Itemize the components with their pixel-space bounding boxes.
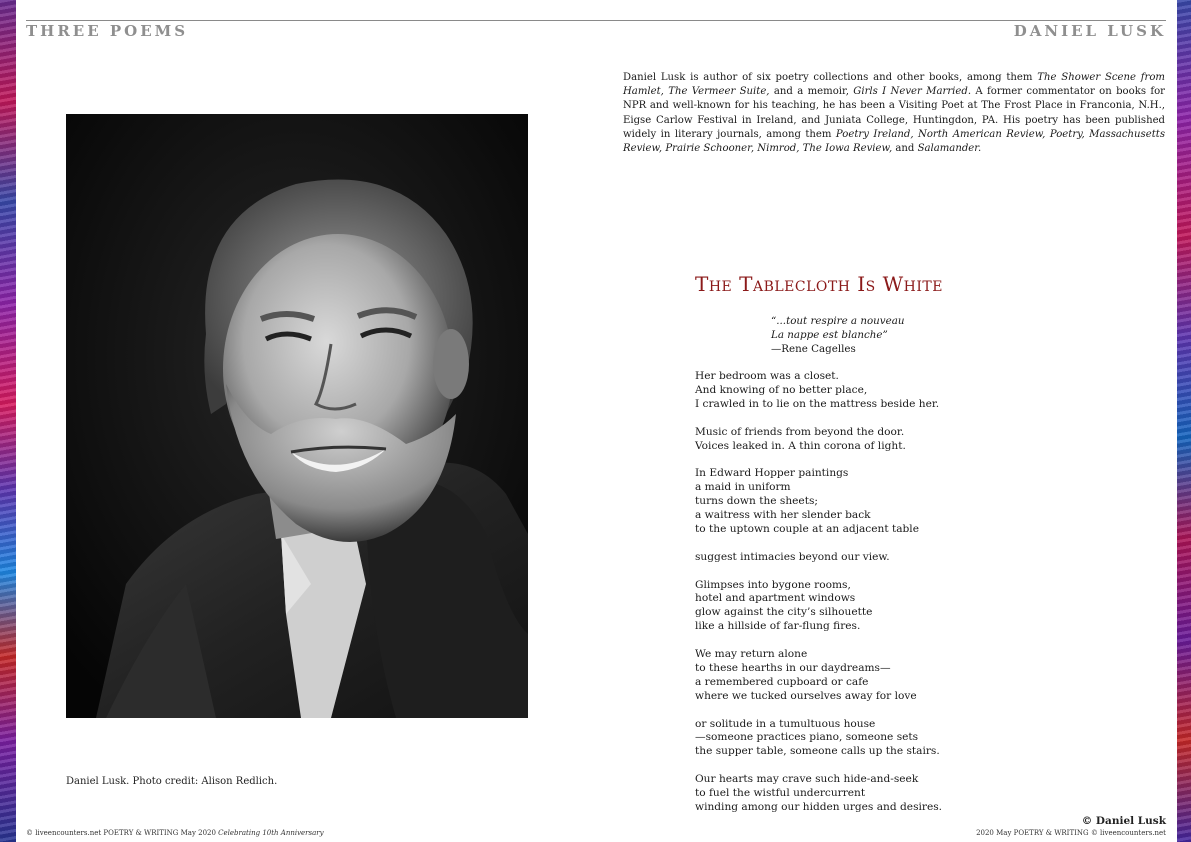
portrait-illustration (66, 114, 528, 718)
poem-line: suggest intimacies beyond our view. (695, 550, 890, 563)
poem-stanza (695, 648, 942, 704)
epigraph-attribution: —Rene Cagelles (771, 343, 856, 355)
bio-text: and a memoir, (769, 86, 854, 98)
poem-line: I crawled in to lie on the mattress beside her. (695, 397, 940, 410)
poem-stanza (695, 426, 942, 454)
poem-title: The Tablecloth Is White (695, 272, 943, 296)
poem-line: Her bedroom was a closet. (695, 370, 839, 382)
poem-line: where we tucked ourselves away for love (695, 689, 917, 702)
poem-line: Voices leaked in. A thin corona of light. (695, 439, 906, 452)
header-author-name: DANIEL LUSK (1013, 22, 1166, 40)
poem-stanza (695, 467, 942, 537)
author-bio (623, 71, 1165, 156)
author-portrait-photo (66, 114, 528, 718)
photo-caption: Daniel Lusk. Photo credit: Alison Redlich. (66, 776, 278, 787)
bio-memoir-title: Girls I Never Married. (853, 86, 972, 98)
footer-anniversary: Celebrating 10th Anniversary (218, 829, 324, 837)
poem-line: —someone practices piano, someone sets (695, 731, 919, 744)
poem-line: In Edward Hopper paintings (695, 467, 849, 480)
poem-line: We may return alone (695, 648, 808, 661)
poem-stanza (695, 718, 942, 760)
bio-book-titles: The Shower Scene from Hamlet, The Vermeer Suite, (623, 72, 1166, 98)
poem-line: Our hearts may crave such hide-and-seek (695, 773, 919, 786)
epigraph-line: “...tout respire a nouveau (771, 315, 905, 327)
poem-stanza (695, 579, 942, 635)
bio-text: A former commentator on books for NPR and well-known for his teaching, he has been a Visiting Poet at The Frost Place in Franconia, N.H., Eigse Carlow Festival in Ireland, and Juniata College, Huntingdon, PA. His poetry has been published widely in literary journals, among them (623, 86, 1165, 140)
poem-line: a remembered cupboard or cafe (695, 675, 869, 688)
poem-line: hotel and apartment windows (695, 592, 856, 605)
footer-left (26, 829, 324, 837)
poem-line: a maid in uniform (695, 481, 791, 494)
poem-line: to fuel the wistful undercurrent (695, 787, 866, 800)
decorative-left-border (0, 0, 16, 842)
bio-journal-list: Poetry Ireland, North American Review, Poetry, Massachusetts Review, Prairie Schooner, Nimrod, The Iowa Review, (623, 128, 1165, 155)
poem-line: to the uptown couple at an adjacent table (695, 522, 919, 535)
bio-journal-last: Salamander. (917, 143, 982, 155)
poem-stanza (695, 370, 942, 412)
poem-copyright: © Daniel Lusk (1081, 815, 1166, 827)
poem-line: or solitude in a tumultuous house (695, 717, 876, 730)
poem-line: winding among our hidden urges and desires. (695, 800, 943, 813)
footer-left-text: © liveencounters.net POETRY & WRITING May 2020 (26, 829, 219, 837)
bio-text: and (892, 143, 918, 155)
poem-line: to these hearths in our daydreams— (695, 661, 891, 674)
poem-line: like a hillside of far-flung fires. (695, 620, 861, 633)
poem-epigraph (771, 314, 905, 356)
poem-stanza (695, 551, 942, 565)
bio-text: Daniel Lusk is author of six poetry collections and other books, among them (623, 72, 1038, 83)
epigraph-line: La nappe est blanche” (771, 329, 888, 341)
poem-line: glow against the city’s silhouette (695, 606, 873, 619)
poem-line: Music of friends from beyond the door. (695, 425, 905, 438)
footer-right: 2020 May POETRY & WRITING © liveencounters.net (976, 829, 1166, 837)
poem-line: turns down the sheets; (695, 495, 818, 508)
header-rule (26, 20, 1166, 21)
poem-line: Glimpses into bygone rooms, (695, 578, 851, 591)
poem-stanza (695, 773, 942, 815)
decorative-right-border (1177, 0, 1191, 842)
poem-line: the supper table, someone calls up the stairs. (695, 745, 940, 758)
poem-body (695, 370, 942, 829)
poem-line: And knowing of no better place, (695, 383, 868, 396)
poem-line: a waitress with her slender back (695, 509, 871, 522)
header-section-title: THREE POEMS (26, 22, 189, 40)
